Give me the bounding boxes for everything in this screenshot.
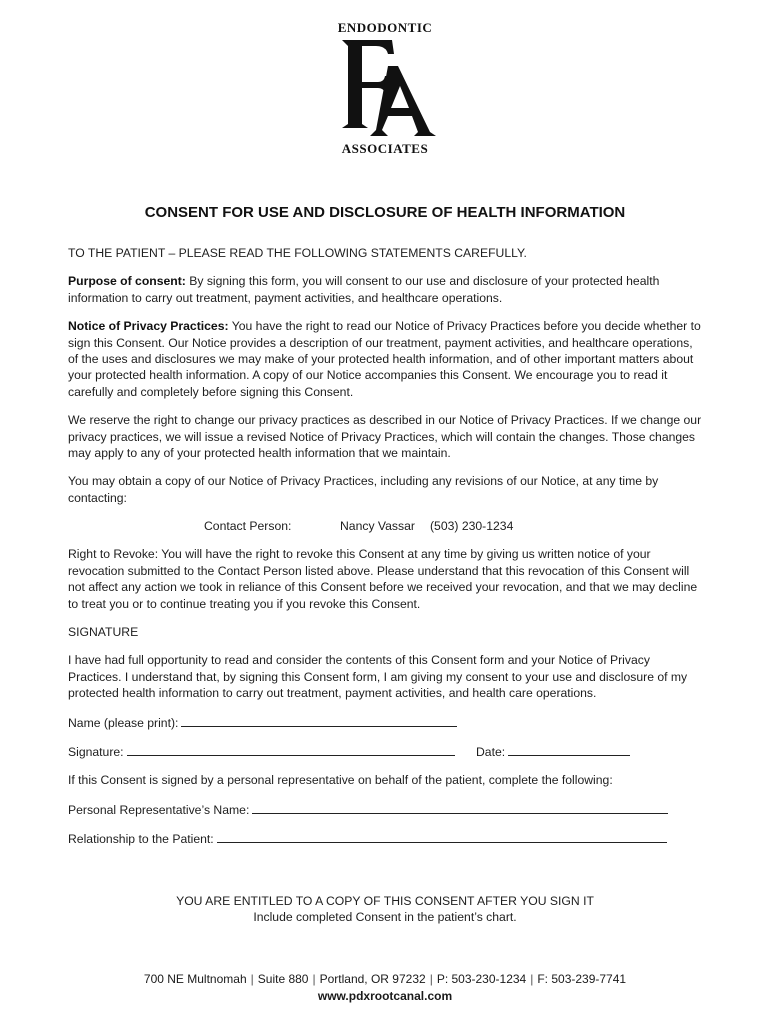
- signature-field-label: Signature:: [68, 744, 124, 759]
- logo-top-text: ENDODONTIC: [337, 20, 433, 35]
- rep-name-field[interactable]: [252, 801, 668, 814]
- date-field[interactable]: [508, 743, 630, 756]
- relationship-field[interactable]: [217, 830, 667, 843]
- signature-field-row: [68, 743, 704, 759]
- intro-statement: TO THE PATIENT – PLEASE READ THE FOLLOWING STATEMENTS CAREFULLY.: [68, 246, 527, 260]
- notice-paragraph: [68, 318, 704, 400]
- footer-website-link[interactable]: www.pdxrootcanal.com: [317, 989, 453, 1003]
- revoke-paragraph: Right to Revoke: You will have the right to revoke this Consent at any time by giving us written notice of your revocation submitted to the Contact Person listed above. Please understand that this revocation of this Consent will not affect any action we took in reliance of this Consent before we received your revocation, and that we may decline to treat you or to continue treating you if you revoke this Consent.: [68, 547, 698, 611]
- footer-separator: |: [312, 972, 316, 986]
- contact-name: Nancy Vassar: [340, 519, 415, 534]
- reserve-paragraph: We reserve the right to change our privacy practices as described in our Notice of Privacy Practices. If we change our privacy practices, we will issue a revised Notice of Privacy Practices, which will contain the changes. Those changes may apply to any of your protected health information that we maintain.: [68, 413, 702, 461]
- relationship-field-label: Relationship to the Patient:: [68, 831, 214, 846]
- footer-address: 700 NE Multnomah: [143, 972, 247, 986]
- name-field-label: Name (please print):: [68, 715, 179, 730]
- footer: [0, 971, 770, 1005]
- rep-name-field-label: Personal Representative’s Name:: [68, 802, 250, 817]
- obtain-paragraph: You may obtain a copy of our Notice of Privacy Practices, including any revisions of our Notice, at any time by contacting:: [68, 474, 659, 505]
- closing-entitlement: YOU ARE ENTITLED TO A COPY OF THIS CONSENT AFTER YOU SIGN IT: [176, 894, 594, 908]
- document-title: CONSENT FOR USE AND DISCLOSURE OF HEALTH INFORMATION: [144, 204, 626, 221]
- purpose-paragraph: [68, 273, 704, 306]
- footer-separator: |: [429, 972, 433, 986]
- closing-chart-note: Include completed Consent in the patient’s chart.: [253, 910, 517, 924]
- footer-separator: |: [530, 972, 534, 986]
- rep-name-field-row: [68, 801, 704, 817]
- footer-fax: F: 503-239-7741: [537, 972, 627, 986]
- contact-info: [68, 518, 704, 534]
- footer-city: Portland, OR 97232: [319, 972, 426, 986]
- name-field-row: [68, 714, 704, 730]
- notice-label: Notice of Privacy Practices:: [68, 319, 229, 334]
- relationship-field-row: [68, 830, 704, 846]
- rep-instruction: If this Consent is signed by a personal representative on behalf of the patient, complete the following:: [68, 772, 613, 787]
- signature-heading: SIGNATURE: [68, 624, 139, 639]
- purpose-text: By signing this form, you will consent to our use and disclosure of your protected health information to carry out treatment, payment activities, and healthcare operations.: [68, 274, 660, 305]
- date-field-label: Date:: [476, 744, 506, 759]
- footer-address-line: [0, 971, 770, 988]
- footer-phone: P: 503-230-1234: [436, 972, 527, 986]
- signature-statement: I have had full opportunity to read and consider the contents of this Consent form and your Notice of Privacy Practices. I understand that, by signing this Consent form, I am giving my consent to your use and disclosure of my protected health information to carry out treatment, payment activities, and health care operations.: [68, 653, 688, 701]
- purpose-label: Purpose of consent:: [68, 274, 186, 289]
- name-field[interactable]: [181, 714, 457, 727]
- footer-separator: |: [250, 972, 254, 986]
- notice-text: You have the right to read our Notice of Privacy Practices before you decide whether to sign this Consent. Our Notice provides a description of our treatment, payment activities, and healthcare operations, of the uses and disclosures we may make of your protected health information, and of other important matters about your protected health information. A copy of our Notice accompanies this Consent. We encourage you to read it carefully and completely before signing this Consent.: [68, 319, 701, 399]
- consent-body: [68, 245, 704, 859]
- date-field-group: [476, 743, 630, 760]
- practice-logo: [330, 18, 440, 160]
- logo-monogram-icon: [334, 36, 438, 140]
- signature-field[interactable]: [127, 743, 455, 756]
- closing-notice: [0, 893, 770, 925]
- footer-suite: Suite 880: [257, 972, 309, 986]
- logo-bottom-text: ASSOCIATES: [341, 141, 429, 156]
- contact-label: Contact Person:: [204, 519, 292, 534]
- contact-phone: (503) 230-1234: [430, 519, 514, 534]
